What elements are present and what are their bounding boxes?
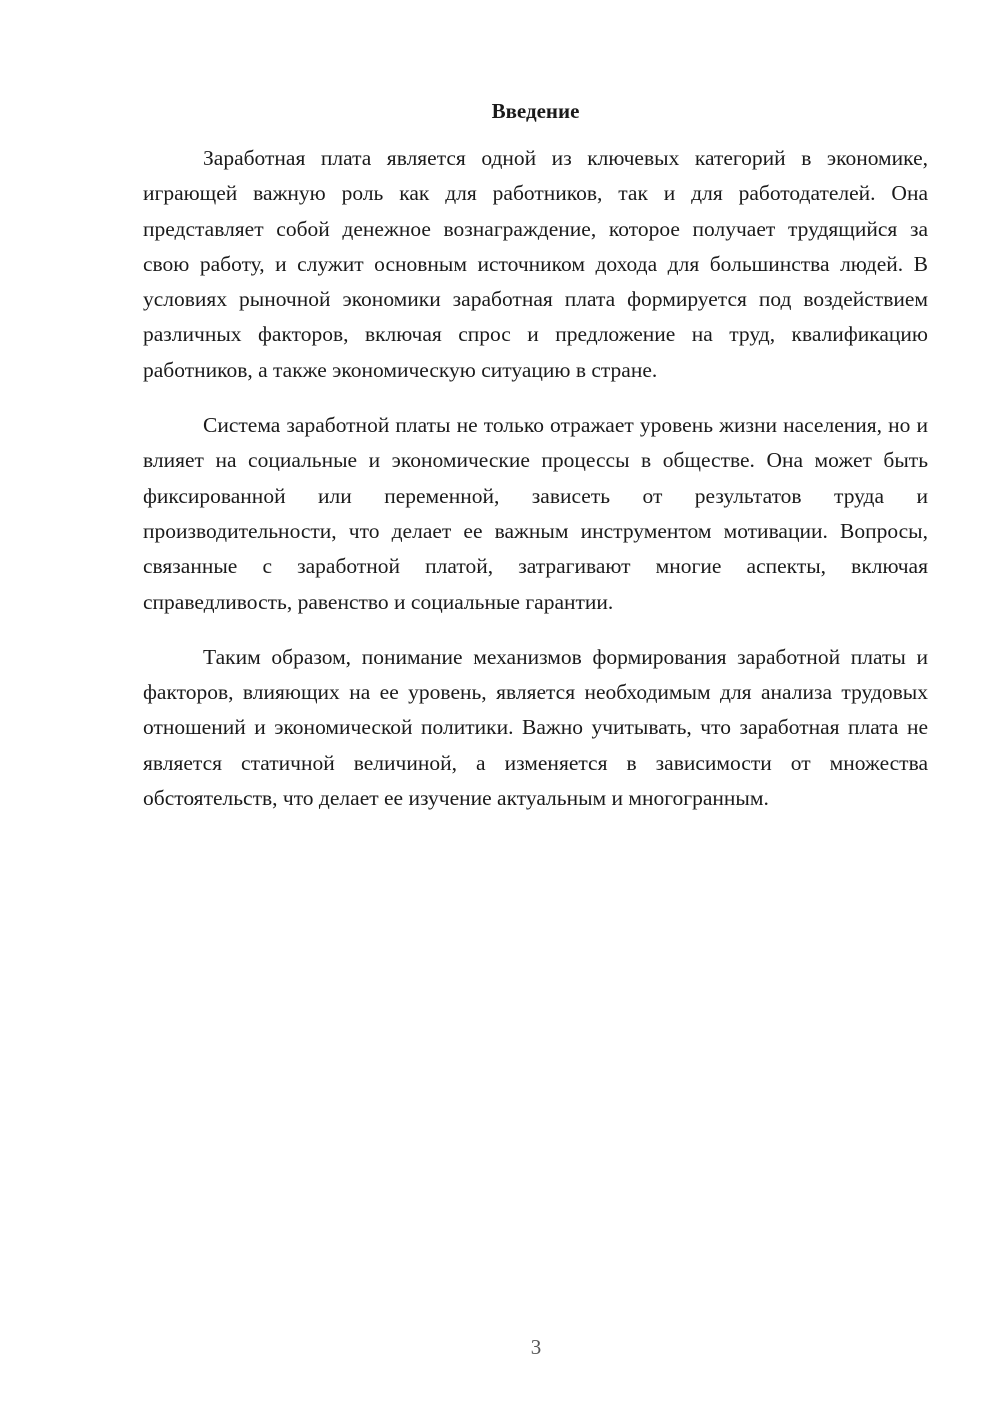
paragraph-3: Таким образом, понимание механизмов формирования заработной платы и факторов, влияющих на ее уровень, является необходимым для анализа трудовых отношений и экономической политики. Важно учитывать, что заработная плата не является статичной величиной, а изменяется в зависимости от множества обстоятельств, что делает ее изучение актуальным и многогранным.	[143, 644, 928, 811]
page-content	[143, 92, 928, 816]
paragraph-1: Заработная плата является одной из ключевых категорий в экономике, играющей важную роль как для работников, так и для работодателей. Она представляет собой денежное вознаграждение, которое получает трудящийся за свою работу, и служит основным источником дохода для большинства людей. В условиях рыночной экономики заработная плата формируется под воздействием различных факторов, включая спрос и предложение на труд, квалификацию работников, а также экономическую ситуацию в стране.	[143, 146, 928, 382]
page-number: 3	[530, 1335, 542, 1359]
paragraph-2: Система заработной платы не только отражает уровень жизни населения, но и влияет на социальные и экономические процессы в обществе. Она может быть фиксированной или переменной, зависеть от результатов труда и производительности, что делает ее важным инструментом мотивации. Вопросы, связанные с заработной платой, затрагивают многие аспекты, включая справедливость, равенство и социальные гарантии.	[143, 413, 928, 614]
section-heading: Введение	[491, 99, 580, 123]
